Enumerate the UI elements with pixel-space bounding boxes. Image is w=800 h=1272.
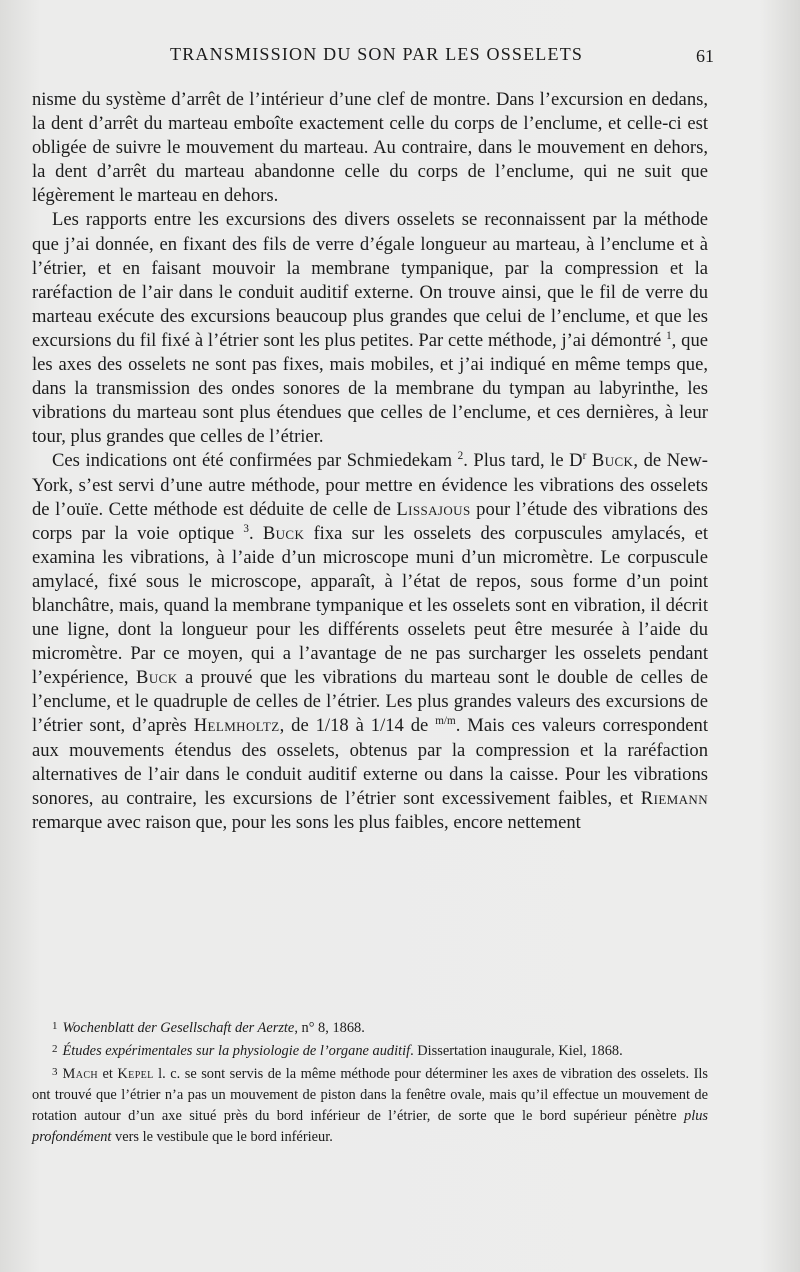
paragraph-3-text-b: . Plus tard, le D — [463, 450, 583, 472]
footnote-1 — [32, 1016, 708, 1039]
footnote-3 — [32, 1062, 708, 1148]
footnote-ref-1: 1 — [666, 329, 672, 342]
paragraph-3-text-e: . — [248, 522, 263, 544]
author-mach: Mach — [62, 1066, 99, 1082]
paragraph-2-text-b: , que les axes des osselets ne sont pas fixes, mais mobiles, et j’ai indiqué en même temps que, dans la transmission des ondes sonores de la membrane du tympan au labyrinthe, les vibrations du marteau sont plus étendues que celles de l’enclume, et ces dernières, à leur tour, plus grandes que celles de l’étrier. — [32, 329, 708, 448]
footnote-1-rest: , n° 8, 1868. — [294, 1020, 365, 1036]
main-text — [32, 88, 708, 835]
author-riemann: Riemann — [640, 787, 708, 809]
page-header — [30, 44, 714, 68]
paragraph-3 — [32, 449, 708, 835]
footnote-ref-2: 2 — [457, 450, 464, 463]
footnotes — [32, 1016, 708, 1148]
author-buck-3: Buck — [136, 667, 178, 689]
paragraph-1 — [32, 88, 708, 208]
paragraph-3-text-i: . Mais ces valeurs correspondent aux mouvements étendus des osselets, obtenus par la compression et la raréfaction alternatives de l’air dans le conduit auditif externe ou dans la caisse. Pour les vibrations sonores, au contraire, les excursions de l’étrier sont excessivement faibles, et — [32, 715, 708, 809]
footnote-2-mark: 2 — [52, 1043, 58, 1055]
footnote-ref-3: 3 — [243, 522, 249, 535]
footnote-3-text-a: l. c. se sont servis de la même méthode pour déterminer les axes de vibration des osselets. Ils ont trouvé que l’étrier n’a pas un mouvement de piston dans la fenêtre ovale, mais qu’il effectue un mouvement de rotation autour d’un axe situé près du bord inférieur de l’étrier, de sorte que le bord supérieur pénètre — [32, 1066, 708, 1124]
paragraph-2-text-a: Les rapports entre les excursions des divers osselets se reconnaissent par la méthode que j’ai donnée, en fixant des fils de verre d’égale longueur au marteau, à l’enclume et à l’étrier, et en faisant mouvoir la membrane tympanique, par la compression et la raréfaction de l’air dans le conduit auditif externe. On trouve ainsi, que le fil de verre du marteau exécute des excursions beaucoup plus grandes que celui de l’enclume, et que les excursions du fil fixé à l’étrier sont les plus petites. Par cette méthode, j’ai démontré — [32, 209, 708, 351]
paragraph-3-text-d: pour l’étude des vibrations des corps par la voie optique — [32, 498, 708, 544]
footnote-3-mark: 3 — [52, 1066, 58, 1078]
footnote-2-rest: . Dissertation inaugurale, Kiel, 1868. — [410, 1043, 623, 1059]
paragraph-1-text: nisme du système d’arrêt de l’intérieur d’une clef de montre. Dans l’excursion en dedans, la dent d’arrêt du marteau emboîte exactement celle du corps de l’enclume, et celle-ci est obligée de suivre le mouvement du marteau. Au contraire, dans le mouvement en dehors, la dent d’arrêt du marteau abandonne celle du corps de l’enclume, qui ne suit que légèrement le marteau en dehors. — [32, 89, 708, 207]
author-kepel: Kepel — [117, 1066, 154, 1082]
page-number: 61 — [696, 46, 714, 66]
paragraph-3-text-j: remarque avec raison que, pour les sons les plus faibles, encore nettement — [32, 811, 581, 833]
footnote-1-title: Wochenblatt der Gesellschaft der Aerzte — [62, 1020, 295, 1036]
unit-millimeter: m/m — [435, 715, 456, 728]
footnote-3-text-b: vers le vestibule que le bord inférieur. — [111, 1129, 333, 1145]
footnote-3-et: et — [98, 1066, 118, 1082]
footnote-3-italic: plus profondément — [32, 1108, 708, 1145]
paragraph-2 — [32, 208, 708, 449]
author-buck-2: Buck — [262, 522, 305, 544]
paragraph-3-text-g: a prouvé que les vibrations du marteau sont le double de celles de l’enclume, et le quadruple de celles de l’étrier. Les plus grandes valeurs des excursions de l’étrier sont, d’après — [32, 667, 708, 737]
paragraph-3-text-a: Ces indications ont été confirmées par Schmiedekam — [52, 450, 458, 472]
paragraph-3-text-f: fixa sur les osselets des corpuscules amylacés, et examina les vibrations, à l’aide d’un microscope muni d’un micromètre. Le corpuscule amylacé, fixé sous le microscope, apparaît, à l’état de repos, sous forme d’un point blanchâtre, mais, quand la membrane tympanique et les osselets sont en vibration, il décrit une ligne, dont la longueur pour les différents osselets peut être mesurée à l’aide du micromètre. Par ce moyen, qui a l’avantage de ne pas surcharger les osselets pendant l’expérience, — [32, 522, 708, 689]
paragraph-3-text-h: , de 1/18 à 1/14 de — [279, 715, 436, 737]
author-lissajous: Lissajous — [396, 498, 471, 520]
running-title: TRANSMISSION DU SON PAR LES OSSELETS — [170, 44, 584, 64]
doctor-abbrev-superscript: r — [582, 450, 587, 463]
paragraph-3-text-c: , de New-York, s’est servi d’une autre méthode, pour mettre en évidence les vibrations des osselets de l’ouïe. Cette méthode est déduite de celle de — [32, 450, 708, 520]
footnote-2 — [32, 1039, 708, 1062]
footnote-1-mark: 1 — [52, 1020, 58, 1032]
author-buck: Buck — [591, 450, 634, 472]
author-helmholtz: Helmholtz — [193, 715, 280, 737]
footnote-2-title: Études expérimentales sur la physiologie de l’organe auditif — [62, 1043, 411, 1059]
